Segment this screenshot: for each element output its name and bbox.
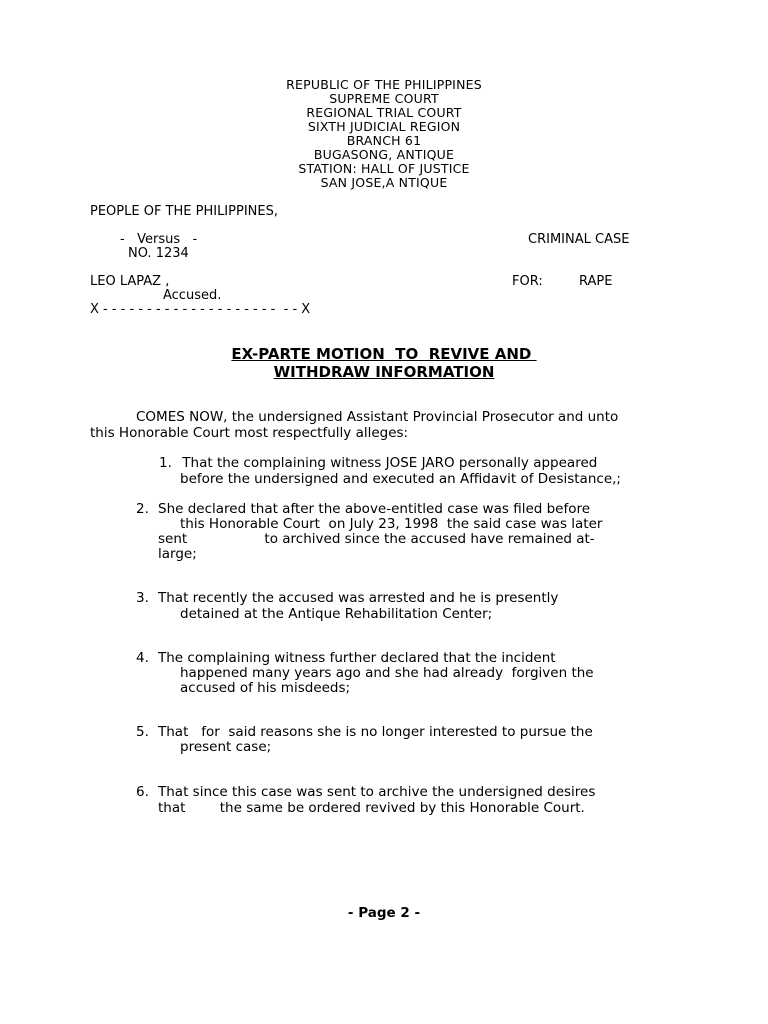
item-line: large; [158, 546, 197, 562]
header-line: SAN JOSE,A NTIQUE [320, 175, 448, 190]
item-line: That recently the accused was arrested and he is presently [158, 590, 559, 606]
intro-line: COMES NOW, the undersigned Assistant Provincial Prosecutor and unto [136, 409, 619, 425]
case-label: CRIMINAL CASE [528, 232, 630, 247]
item-number: 5. [136, 724, 149, 740]
header-line: SIXTH JUDICIAL REGION [307, 119, 461, 134]
item-line: sent to archived since the accused have remained at- [158, 531, 595, 547]
header-line: SUPREME COURT [329, 91, 439, 106]
title-line: WITHDRAW INFORMATION [273, 363, 495, 381]
item-number: 2. [136, 501, 149, 517]
item-line: That since this case was sent to archive the undersigned desires [158, 784, 596, 800]
for-value: RAPE [579, 274, 613, 289]
item-number: 6. [136, 784, 149, 800]
item-number: 4. [136, 650, 149, 666]
case-number: NO. 1234 [128, 246, 189, 261]
accused-name: LEO LAPAZ , [90, 274, 170, 289]
header-line: BRANCH 61 [346, 133, 422, 148]
page-number: - Page 2 - [347, 905, 421, 921]
item-line: The complaining witness further declared that the incident [158, 650, 556, 666]
accused-label: Accused. [163, 288, 222, 303]
item-line: that the same be ordered revived by this Honorable Court. [158, 800, 585, 816]
intro-line: this Honorable Court most respectfully alleges: [90, 425, 409, 441]
plaintiff-name: PEOPLE OF THE PHILIPPINES, [90, 204, 278, 219]
item-number: 3. [136, 590, 149, 606]
header-line: BUGASONG, ANTIQUE [313, 147, 455, 162]
header-line: REGIONAL TRIAL COURT [306, 105, 462, 120]
caption-separator: X - - - - - - - - - - - - - - - - - - - - - - X [90, 302, 311, 317]
versus-label: - Versus - [120, 232, 198, 247]
item-line: accused of his misdeeds; [180, 680, 351, 696]
header-line: REPUBLIC OF THE PHILIPPINES [286, 77, 482, 92]
header-line: STATION: HALL OF JUSTICE [298, 161, 470, 176]
item-line: this Honorable Court on July 23, 1998 the said case was later [180, 516, 603, 532]
title-line: EX-PARTE MOTION TO REVIVE AND [231, 345, 537, 363]
item-line: detained at the Antique Rehabilitation Center; [180, 606, 493, 622]
item-line: present case; [180, 739, 272, 755]
item-line: She declared that after the above-entitled case was filed before [158, 501, 591, 517]
item-line: That for said reasons she is no longer interested to pursue the [158, 724, 593, 740]
for-label: FOR: [512, 274, 543, 289]
item-number: 1. [159, 455, 172, 471]
item-line: before the undersigned and executed an Affidavit of Desistance,; [180, 471, 621, 487]
item-line: That the complaining witness JOSE JARO personally appeared [178, 455, 598, 471]
item-line: happened many years ago and she had already forgiven the [180, 665, 594, 681]
